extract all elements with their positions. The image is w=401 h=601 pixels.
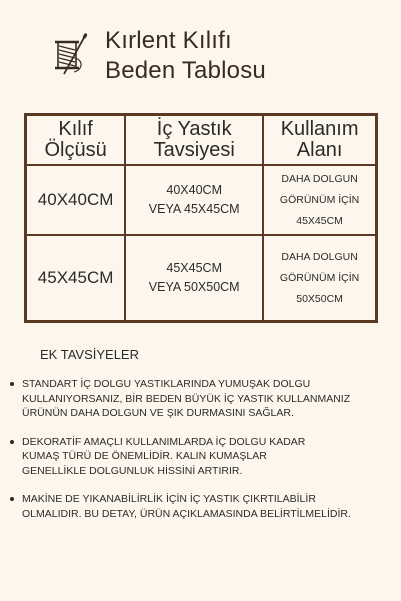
list-item (10, 435, 390, 479)
tip-text (22, 492, 390, 521)
tip-line: GENELLİKLE DOLGUNLUK HİSSİNİ ARTIRIR. (22, 464, 243, 477)
tip-text (22, 435, 390, 479)
tip-line: DEKORATİF AMAÇLI KULLANIMLARDA İÇ DOLGU KADAR (22, 435, 306, 448)
tip-line: STANDART İÇ DOLGU YASTIKLARINDA YUMUŞAK DOLGU (22, 378, 311, 390)
usage-text: GÖRÜNÜM İÇİN (279, 193, 360, 206)
header-text: Kılıf (58, 118, 93, 140)
tips-list (10, 377, 390, 535)
size-table (24, 113, 378, 323)
tip-line: KUMAŞ TÜRÜ DE ÖNEMLİDİR. KALIN KUMAŞLAR (22, 450, 267, 462)
header-text: Ölçüsü (44, 139, 107, 161)
usage-text: GÖRÜNÜM İÇİN (279, 271, 360, 284)
cushion-cell (125, 165, 263, 235)
cushion-text: VEYA 45X45CM (148, 202, 240, 216)
table-header-row (26, 115, 377, 166)
title-line-1: Kırlent Kılıfı (105, 27, 232, 54)
tips-title: EK TAVSİYELER (40, 347, 139, 362)
tip-line: KULLANIYORSANIZ, BİR BEDEN BÜYÜK İÇ YASTIK KULLANMANIZ (22, 392, 351, 405)
cushion-text: VEYA 50X50CM (148, 280, 240, 294)
tip-text (22, 377, 390, 421)
bullet-icon (10, 440, 14, 444)
cushion-text: 45X45CM (166, 261, 222, 275)
header-cell-cushion (125, 115, 263, 166)
list-item (10, 492, 390, 521)
usage-text: DAHA DOLGUN (281, 172, 358, 185)
header-cell-usage (263, 115, 376, 166)
size-cell: 40X40CM (26, 165, 126, 235)
header-text: Alanı (296, 139, 343, 161)
header-text: Tavsiyesi (153, 139, 235, 161)
usage-text: 50X50CM (296, 292, 343, 305)
thread-spool-needle-icon (52, 32, 92, 76)
list-item (10, 377, 390, 421)
tip-line: MAKİNE DE YIKANABİLİRLİK İÇİN İÇ YASTIK ÇIKRTILABİLİR (22, 493, 316, 505)
cushion-cell (125, 235, 263, 322)
usage-cell (263, 165, 376, 235)
header-text: Kullanım (280, 118, 359, 140)
cushion-text: 40X40CM (166, 183, 222, 197)
page-title (105, 26, 266, 86)
usage-cell (263, 235, 376, 322)
bullet-icon (10, 497, 14, 501)
usage-text: 45X45CM (296, 214, 343, 227)
table-row (26, 165, 377, 235)
title-line-2: Beden Tablosu (105, 57, 266, 84)
tip-line: ÜRÜNÜN DAHA DOLGUN VE ŞIK DURMASINI SAĞLAR. (22, 407, 294, 419)
header (0, 0, 401, 100)
header-cell-case-size (26, 115, 126, 166)
header-text: İç Yastık (156, 118, 232, 140)
usage-text: DAHA DOLGUN (281, 250, 358, 263)
size-cell: 45X45CM (26, 235, 126, 322)
tip-line: OLMALIDIR. BU DETAY, ÜRÜN AÇIKLAMASINDA BELİRTİLMELİDİR. (22, 507, 351, 520)
bullet-icon (10, 382, 14, 386)
table-row (26, 235, 377, 322)
